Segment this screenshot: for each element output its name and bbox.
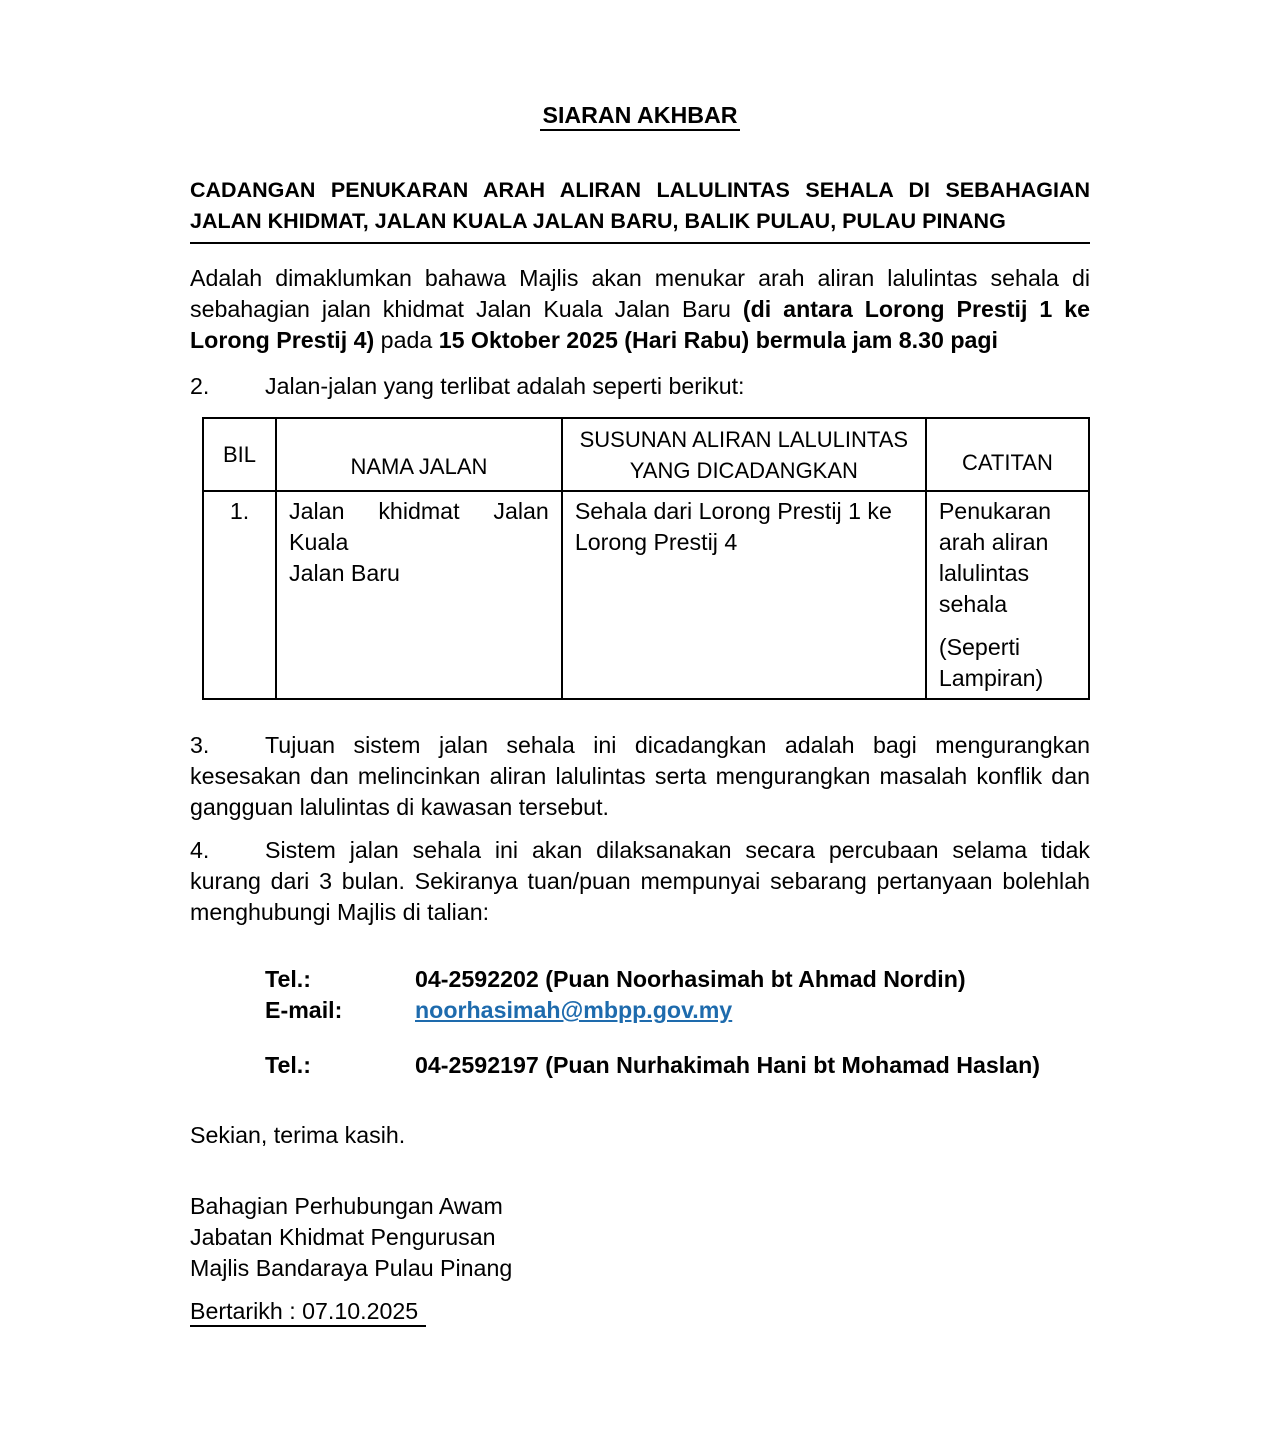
table-header-nama-jalan: NAMA JALAN	[276, 418, 562, 491]
table-header-bil: BIL	[203, 418, 276, 491]
contact-block	[190, 964, 1090, 1081]
intro-paragraph	[190, 263, 1090, 356]
text-line: (Seperti	[938, 634, 1021, 660]
text-line: Bahagian Perhubungan Awam	[190, 1193, 503, 1219]
paragraph-2	[190, 371, 1090, 402]
roads-table	[202, 417, 1090, 700]
paragraph-4	[190, 835, 1090, 928]
text-line: Majlis Bandaraya Pulau Pinang	[190, 1255, 513, 1281]
text-line: arah aliran	[938, 529, 1049, 555]
email-label: E-mail:	[265, 997, 343, 1023]
text-segment: Adalah dimaklumkan bahawa Majlis akan menukar arah aliran lalulintas sehala di	[190, 265, 1090, 291]
text-line: menghubungi Majlis di talian:	[190, 899, 490, 925]
tel-label: Tel.:	[265, 966, 311, 992]
press-release-title	[190, 100, 1090, 131]
paragraph-3-text: Tujuan sistem jalan sehala ini dicadangkan adalah bagi mengurangkan	[265, 732, 1090, 758]
table-row	[203, 491, 1089, 699]
signature-block	[190, 1191, 1090, 1284]
text-line: Lorong Prestij 4	[574, 529, 738, 555]
text-line: sehala	[938, 591, 1008, 617]
tel-1-value: 04-2592202 (Puan Noorhasimah bt Ahmad Nordin)	[415, 966, 966, 992]
intro-paragraph-line	[190, 294, 1090, 325]
text-line: Sehala dari Lorong Prestij 1 ke	[574, 498, 892, 524]
table-header-susunan	[562, 418, 926, 491]
text-line: kesesakan dan melincinkan aliran lalulintas serta mengurangkan masalah konflik dan	[190, 763, 1090, 789]
text-line: gangguan lalulintas di kawasan tersebut.	[190, 794, 609, 820]
paragraph-3-first-line	[190, 730, 1090, 761]
subject-heading	[190, 175, 1090, 244]
table-cell-susunan	[562, 491, 926, 699]
catitan-note	[939, 496, 1076, 620]
text-segment: Lorong Prestij 4)	[190, 327, 375, 353]
text-line: Jalan Baru	[289, 560, 400, 586]
press-release-title-text: SIARAN AKHBAR	[540, 102, 741, 131]
dated-line	[190, 1296, 1090, 1327]
table-header-row	[203, 418, 1089, 491]
text-segment: sebahagian jalan khidmat Jalan Kuala Jalan Baru	[190, 296, 743, 322]
table-cell-nama-jalan	[276, 491, 562, 699]
text-line: Jalan khidmat Jalan Kuala	[289, 498, 549, 555]
text-segment: pada	[374, 327, 439, 353]
table-cell-catitan	[926, 491, 1089, 699]
text-line: Penukaran	[938, 498, 1051, 524]
paragraph-4-continuation	[190, 866, 1090, 928]
text-line: CADANGAN PENUKARAN ARAH ALIRAN LALULINTAS SEHALA DI SEBAHAGIAN	[190, 178, 1090, 202]
paragraph-3	[190, 730, 1090, 823]
tel-2-value: 04-2592197 (Puan Nurhakimah Hani bt Mohamad Haslan)	[415, 1052, 1040, 1078]
text-line: lalulintas	[938, 560, 1030, 586]
text-line: SUSUNAN ALIRAN LALULINTAS	[579, 427, 909, 452]
tel-label: Tel.:	[265, 1052, 311, 1078]
intro-paragraph-line	[190, 263, 1090, 294]
paragraph-4-number: 4.	[190, 837, 210, 863]
paragraph-4-text: Sistem jalan sehala ini akan dilaksanakan secara percubaan selama tidak	[265, 837, 1090, 863]
dated-text: Bertarikh : 07.10.2025	[190, 1298, 426, 1327]
text-segment: 15 Oktober 2025 (Hari Rabu) bermula jam 8.30 pagi	[438, 327, 998, 353]
contact-tel-2	[190, 1050, 1090, 1081]
paragraph-2-text: Jalan-jalan yang terlibat adalah seperti berikut:	[265, 373, 745, 399]
paragraph-3-number: 3.	[190, 732, 210, 758]
contact-email	[190, 995, 1090, 1026]
catitan-attachment-note	[939, 632, 1076, 694]
email-link[interactable]: noorhasimah@mbpp.gov.my	[415, 997, 733, 1023]
contact-tel-1	[190, 964, 1090, 995]
text-line: JALAN KHIDMAT, JALAN KUALA JALAN BARU, BALIK PULAU, PULAU PINANG	[190, 209, 1006, 233]
paragraph-2-number: 2.	[190, 373, 210, 399]
table-cell-bil: 1.	[203, 491, 276, 699]
text-line: Jabatan Khidmat Pengurusan	[190, 1224, 496, 1250]
paragraph-4-first-line	[190, 835, 1090, 866]
closing-text: Sekian, terima kasih.	[190, 1122, 406, 1148]
intro-paragraph-line	[190, 325, 1090, 356]
text-line: Lampiran)	[938, 665, 1044, 691]
paragraph-3-continuation	[190, 761, 1090, 823]
text-segment: (di antara Lorong Prestij 1 ke	[742, 296, 1090, 322]
table-header-catitan: CATITAN	[926, 418, 1089, 491]
text-line: YANG DICADANGKAN	[629, 458, 858, 483]
text-line: kurang dari 3 bulan. Sekiranya tuan/puan mempunyai sebarang pertanyaan bolehlah	[190, 868, 1090, 894]
